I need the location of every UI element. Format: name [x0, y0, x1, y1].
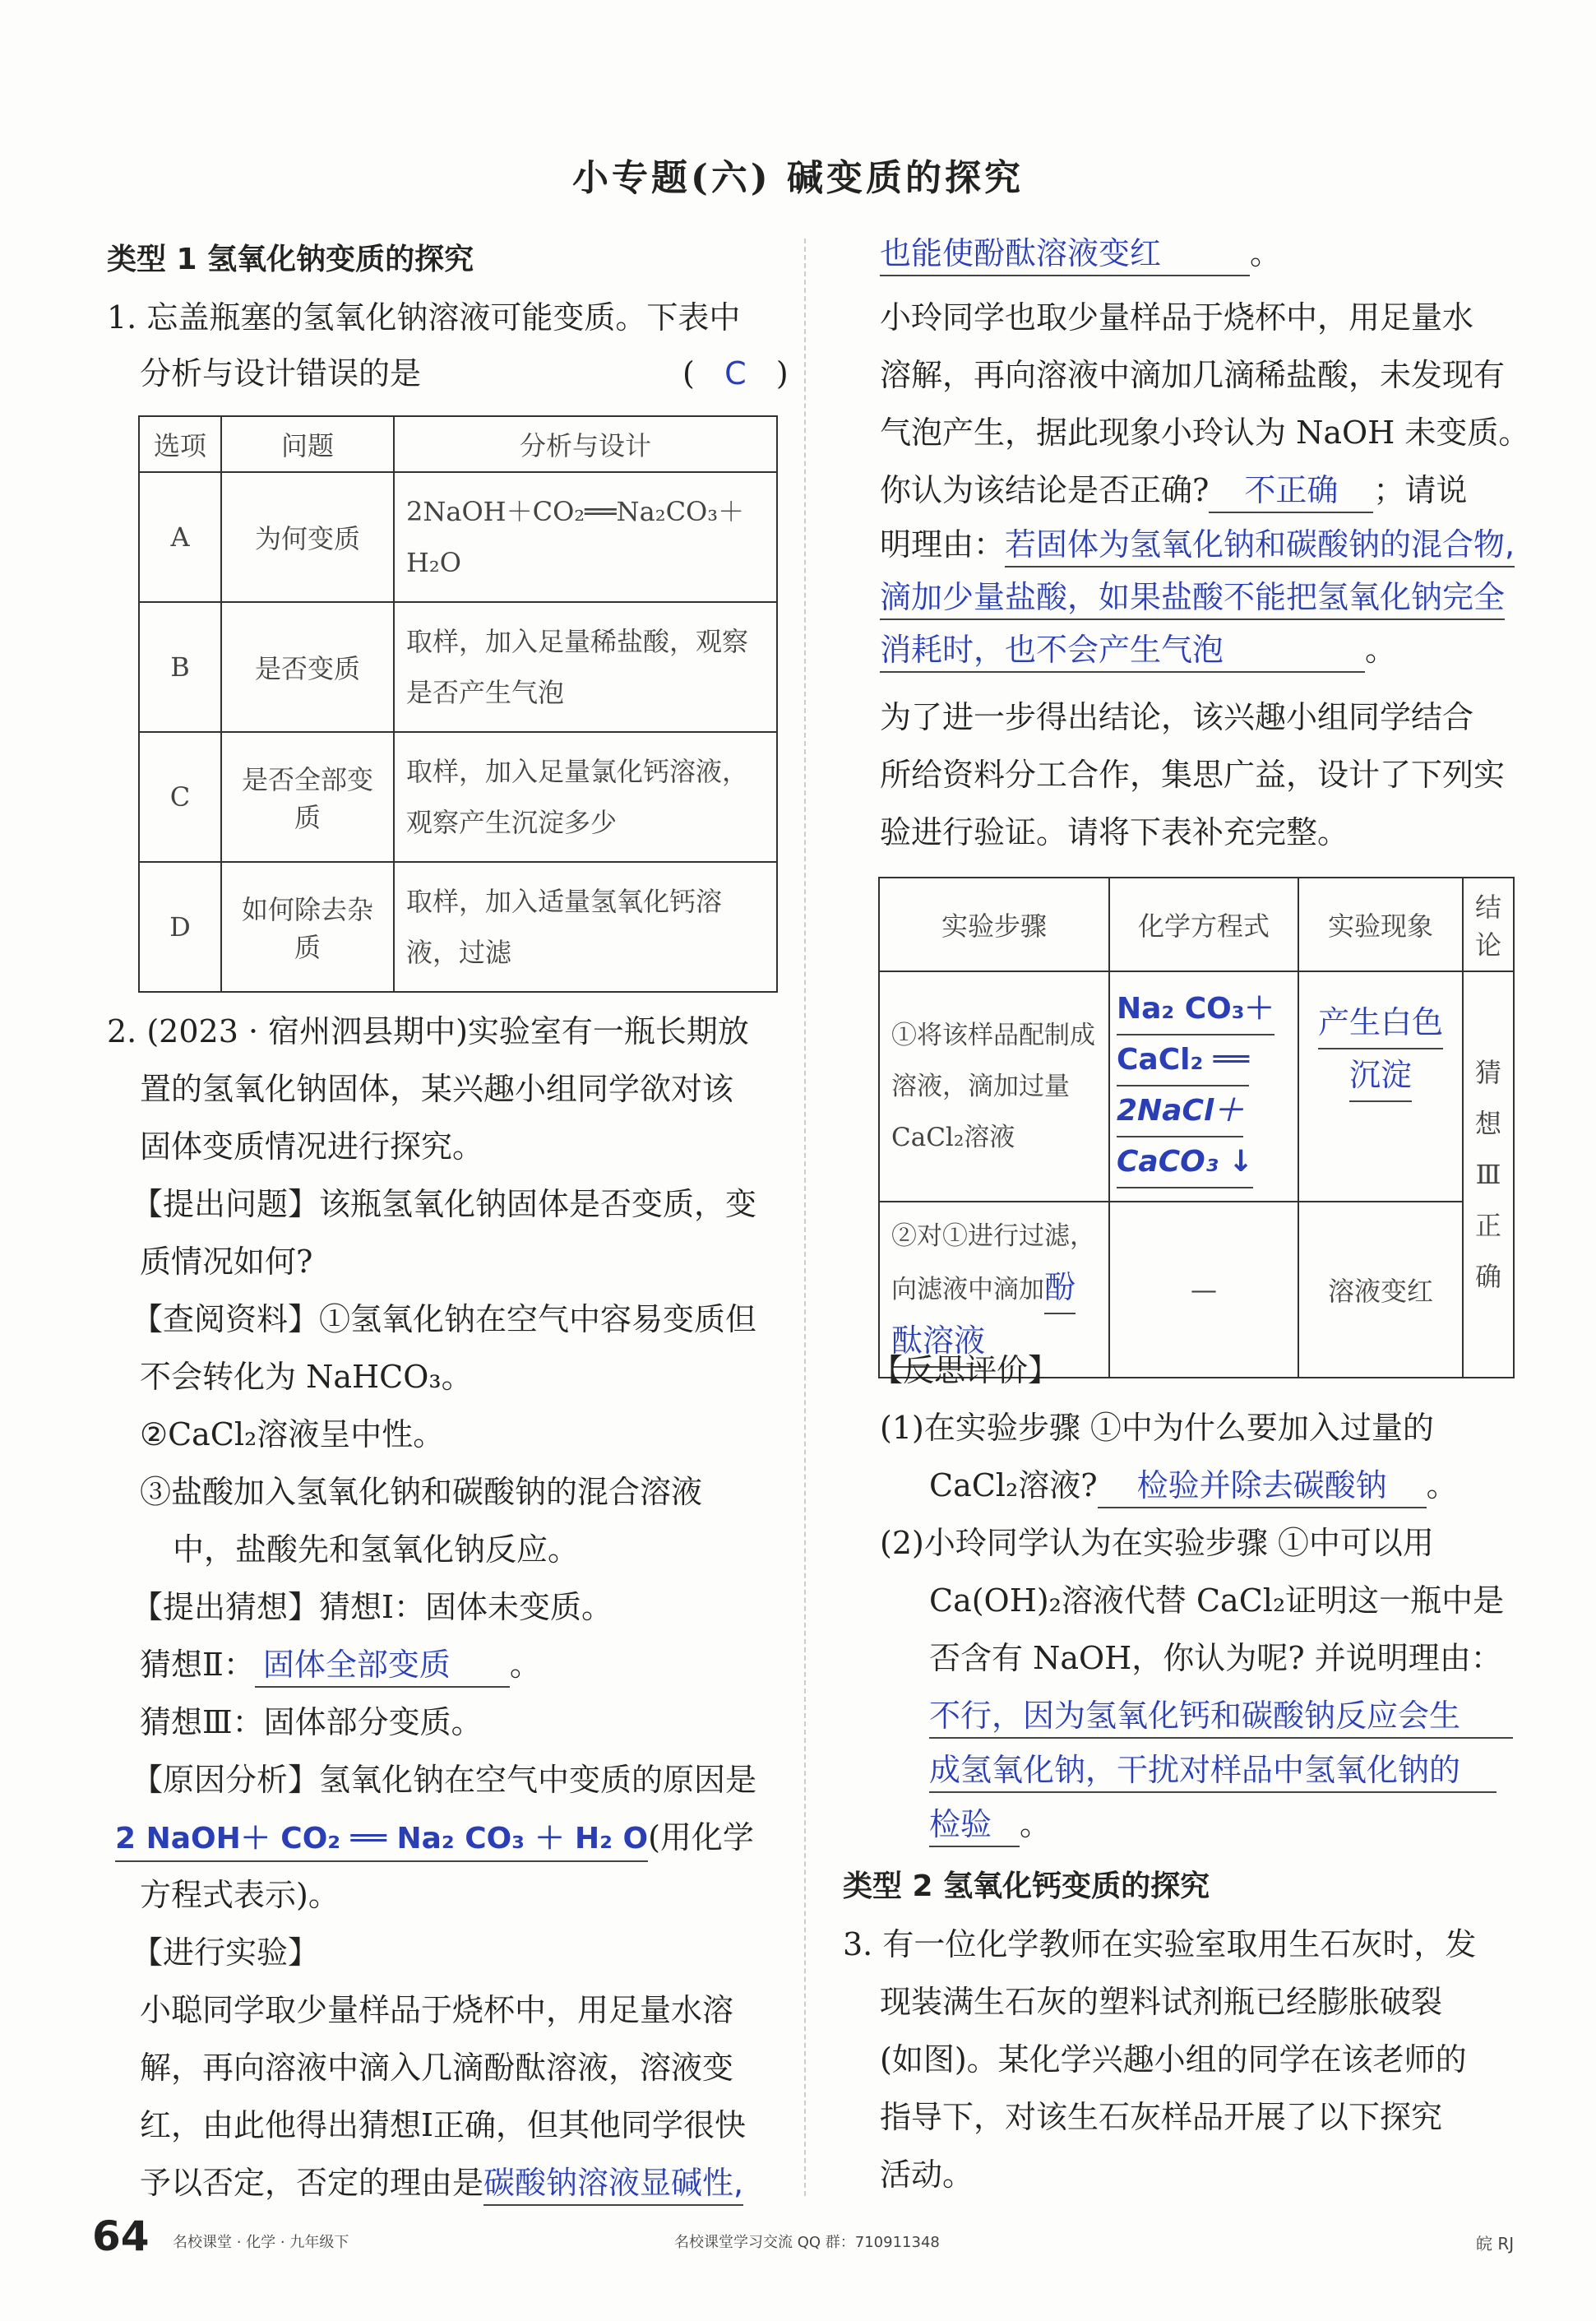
section-type-1: 类型 1 氢氧化钠变质的探究	[107, 243, 474, 276]
eq-line: CaCO₃ ↓	[1117, 1137, 1253, 1188]
answer-explain: 若固体为氢氧化钠和碳酸钠的混合物,	[1005, 523, 1515, 568]
table1-header: 问题	[221, 416, 394, 472]
table1-cell: 如何除去杂质	[221, 862, 394, 992]
q2-line: 【查阅资料】①氢氧化钠在空气中容易变质但	[132, 1301, 757, 1337]
q2-line: 【原因分析】氢氧化钠在空气中变质的原因是	[132, 1762, 757, 1798]
table1-cell: D	[139, 862, 221, 992]
right-line: 验进行验证。请将下表补充完整。	[880, 814, 1349, 850]
q2-line: 置的氢氧化钠固体，某兴趣小组同学欲对该	[140, 1071, 734, 1107]
answer-explain: 消耗时，也不会产生气泡	[880, 628, 1365, 673]
eq-line: 2NaCl＋	[1117, 1086, 1243, 1137]
right-line: 为了进一步得出结论，该兴趣小组同学结合	[880, 699, 1474, 735]
answer-reason: 碳酸钠溶液显碱性,	[483, 2161, 743, 2206]
table2-header: 化学方程式	[1109, 878, 1298, 971]
table1-cell: C	[139, 732, 221, 862]
table1-cell: B	[139, 602, 221, 732]
q2-line: ②CaCl₂溶液呈中性。	[140, 1416, 445, 1452]
q2-line: 中，盐酸先和氢氧化钠反应。	[173, 1531, 580, 1568]
table1-cell: 为何变质	[221, 472, 394, 602]
q3-line: 3. 有一位化学教师在实验室取用生石灰时，发	[843, 1926, 1477, 1962]
q3-line: 活动。	[880, 2157, 974, 2193]
q2-line: 【进行实验】	[132, 1934, 320, 1971]
table2-step-1: ①将该样品配制成溶液，滴加过量CaCl₂溶液	[879, 971, 1109, 1202]
answer-equation: 2 NaOH＋ CO₂ ══ Na₂ CO₃ ＋ H₂ O	[115, 1818, 648, 1862]
table1-cell: 是否全部变质	[221, 732, 394, 862]
table1-cell: A	[139, 472, 221, 602]
obs-line: 产生白色	[1318, 997, 1443, 1049]
q2-line: ③盐酸加入氢氧化钠和碳酸钠的混合溶液	[140, 1474, 703, 1510]
right-line: Ca(OH)₂溶液代替 CaCl₂证明这一瓶中是	[929, 1582, 1505, 1619]
answer-reflect-1: 检验并除去碳酸钠	[1098, 1464, 1427, 1508]
table1-header: 选项	[139, 416, 221, 472]
table2-header: 实验现象	[1298, 878, 1463, 971]
eq-line: CaCl₂ ══	[1117, 1035, 1249, 1086]
answer-reflect-2: 不行，因为氢氧化钙和碳酸钠反应会生	[929, 1694, 1513, 1739]
answer-guess-2: 固体全部变质	[255, 1643, 510, 1688]
analysis-table	[138, 415, 778, 993]
right-line: 小玲同学也取少量样品于烧杯中，用足量水	[880, 299, 1474, 336]
page-title: 小专题(六) 碱变质的探究	[572, 157, 1024, 199]
right-line: 否含有 NaOH，你认为呢? 并说明理由：	[929, 1640, 1502, 1676]
footer-book: 名校课堂 · 化学 · 九年级下	[173, 2234, 349, 2251]
q2-line: 予以否定，否定的理由是碳酸钠溶液显碱性,	[140, 2161, 743, 2206]
right-line: 检验 。	[929, 1803, 1051, 1847]
q2-line: 【提出问题】该瓶氢氧化钠固体是否变质，变	[132, 1186, 757, 1222]
table2-eq-1	[1109, 971, 1298, 1202]
table2-header: 实验步骤	[879, 878, 1109, 971]
right-line: 消耗时，也不会产生气泡 。	[880, 628, 1396, 673]
q2-line: 小聪同学取少量样品于烧杯中，用足量水溶	[140, 1992, 734, 2028]
right-line: 气泡产生，据此现象小玲认为 NaOH 未变质。	[880, 415, 1530, 451]
page-number: 64	[92, 2212, 150, 2260]
q2-line: 红，由此他得出猜想Ⅰ正确，但其他同学很快	[140, 2107, 747, 2143]
table2-eq-2: —	[1109, 1202, 1298, 1378]
footer-edition: 皖 RJ	[1476, 2234, 1515, 2254]
eq-line: Na₂ CO₃＋	[1117, 984, 1274, 1035]
q2-line: 固体变质情况进行探究。	[140, 1128, 484, 1165]
answer-reflect-2: 成氢氧化钠，干扰对样品中氢氧化钠的	[929, 1749, 1497, 1793]
obs-line: 沉淀	[1349, 1049, 1412, 1102]
table2-conclusion: 猜想Ⅲ正确	[1463, 971, 1514, 1378]
footer-qq: 名校课堂学习交流 QQ 群：710911348	[674, 2234, 940, 2251]
table1-cell: 取样，加入足量氯化钙溶液，观察产生沉淀多少	[394, 732, 777, 862]
table2-header: 结论	[1463, 878, 1514, 971]
q2-line: 【提出猜想】猜想Ⅰ：固体未变质。	[132, 1589, 613, 1625]
answer-reflect-2: 检验	[929, 1803, 1020, 1847]
q1-line1: 1. 忘盖瓶塞的氢氧化钠溶液可能变质。下表中	[107, 299, 741, 336]
table1-cell: 取样，加入足量稀盐酸，观察是否产生气泡	[394, 602, 777, 732]
table2-obs-1	[1298, 971, 1463, 1202]
column-divider	[804, 239, 806, 2196]
right-line: 所给资料分工合作，集思广益，设计了下列实	[880, 757, 1506, 793]
q2-line: 方程式表示)。	[140, 1877, 340, 1913]
table1-cell: 2NaOH＋CO₂══Na₂CO₃＋H₂O	[394, 472, 777, 602]
q2-line: 2. (2023 · 宿州泗县期中)实验室有一瓶长期放	[107, 1013, 749, 1049]
q1-answer: C	[724, 355, 747, 391]
answer-explain: 滴加少量盐酸，如果盐酸不能把氢氧化钠完全	[880, 576, 1505, 620]
q3-line: 指导下，对该生石灰样品开展了以下探究	[880, 2099, 1443, 2135]
right-line: 溶解，再向溶液中滴加几滴稀盐酸，未发现有	[880, 357, 1506, 393]
table1-cell: 是否变质	[221, 602, 394, 732]
table2-obs-2: 溶液变红	[1298, 1202, 1463, 1378]
section-type-2: 类型 2 氢氧化钙变质的探究	[843, 1869, 1210, 1903]
q2-line: 2 NaOH＋ CO₂ ══ Na₂ CO₃ ＋ H₂ O(用化学	[115, 1816, 754, 1862]
table2-step-2: ②对①进行过滤，向滤液中滴加酚 酞溶液	[879, 1202, 1109, 1378]
right-line	[929, 1749, 1497, 1793]
right-line: (1)在实验步骤 ①中为什么要加入过量的	[880, 1410, 1434, 1446]
right-line: 【反思评价】	[872, 1352, 1060, 1388]
table1-header: 分析与设计	[394, 416, 777, 472]
q2-line: 质情况如何?	[140, 1244, 313, 1280]
right-line	[929, 1694, 1513, 1739]
answer-correct: 不正确	[1209, 469, 1373, 513]
right-line: (2)小玲同学认为在实验步骤 ①中可以用	[880, 1525, 1434, 1561]
q2-line: 不会转化为 NaHCO₃。	[140, 1359, 473, 1395]
right-line: CaCl₂溶液? 检验并除去碳酸钠 。	[929, 1464, 1458, 1508]
table1-cell: 取样，加入适量氢氧化钙溶液，过滤	[394, 862, 777, 992]
right-line: 明理由：若固体为氢氧化钠和碳酸钠的混合物,	[880, 523, 1515, 568]
q1-line2: 分析与设计错误的是	[140, 355, 422, 391]
right-line	[880, 576, 1505, 620]
q3-line: 现装满生石灰的塑料试剂瓶已经膨胀破裂	[880, 1984, 1443, 2020]
q1-answer-bracket: ( C )	[682, 355, 789, 391]
experiment-table	[878, 877, 1515, 1378]
q2-line: 猜想Ⅲ：固体部分变质。	[140, 1704, 483, 1740]
q3-line: (如图)。某化学兴趣小组的同学在该老师的	[880, 2041, 1467, 2078]
answer-reason-cont: 也能使酚酞溶液变红	[880, 232, 1250, 276]
right-line: 也能使酚酞溶液变红 。	[880, 232, 1281, 276]
q2-line: 解，再向溶液中滴入几滴酚酞溶液，溶液变	[140, 2050, 734, 2086]
q2-line: 猜想Ⅱ： 固体全部变质 。	[140, 1643, 541, 1688]
right-line: 你认为该结论是否正确? 不正确 ；请说	[880, 469, 1467, 513]
